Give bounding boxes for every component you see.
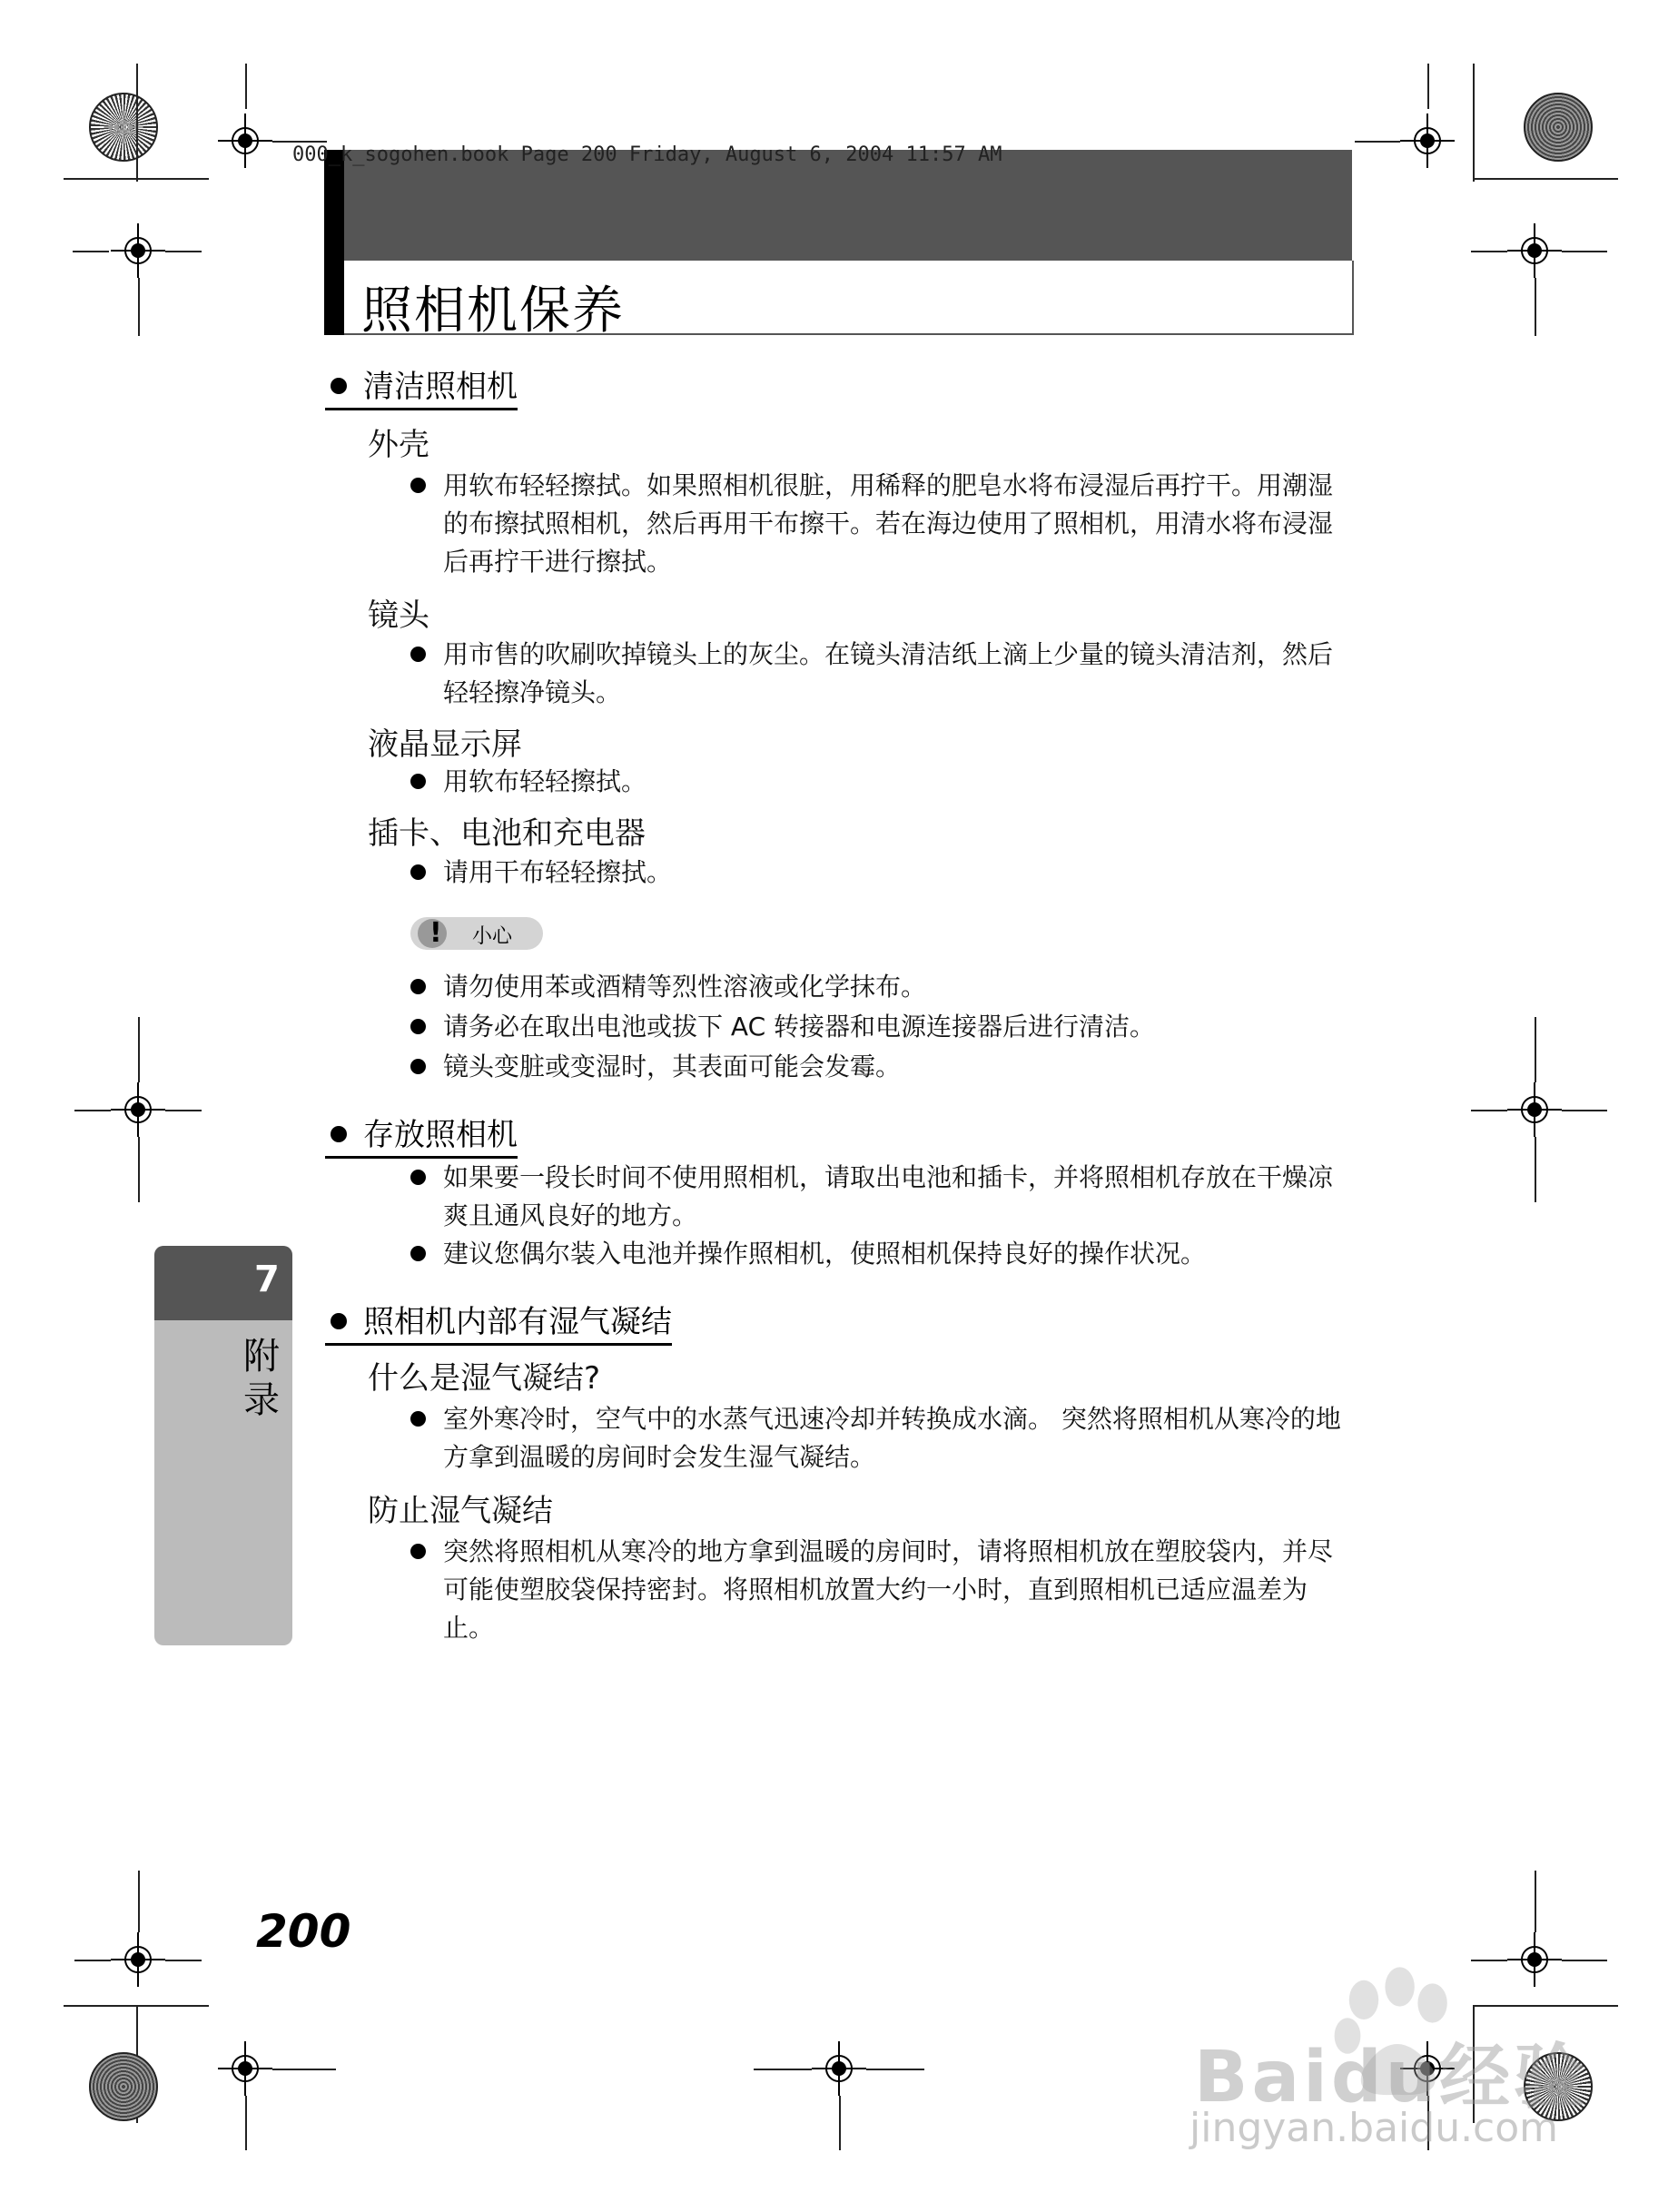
- bullet-dot-icon: [331, 1126, 347, 1142]
- list-item: 请务必在取出电池或拔下 AC 转接器和电源连接器后进行清洁。: [410, 1008, 1355, 1046]
- list-item: 突然将照相机从寒冷的地方拿到温暖的房间时，请将照相机放在塑胶袋内，并尽可能使塑胶袋保持密封。将照相机放置大约一小时，直到照相机已适应温差为止。: [410, 1533, 1355, 1647]
- bullet-dot-icon: [410, 864, 426, 880]
- bullet-dot-icon: [331, 1313, 347, 1329]
- bullet-dot-icon: [410, 647, 426, 662]
- section-heading-condensation: 照相机内部有湿气凝结: [325, 1297, 672, 1346]
- list-item: 如果要一段长时间不使用照相机，请取出电池和插卡，并将照相机存放在干燥凉爽且通风良好的地方。: [410, 1159, 1355, 1235]
- warning-icon: !: [418, 919, 447, 948]
- bullet-dot-icon: [410, 979, 426, 994]
- caution-label: 小心: [472, 925, 513, 948]
- sub-heading-lens: 镜头: [368, 597, 429, 634]
- title-band: [324, 150, 1352, 261]
- list-item: 用软布轻轻擦拭。: [410, 763, 1355, 801]
- crosshair-mark: [1507, 223, 1562, 278]
- list-item: 用软布轻轻擦拭。如果照相机很脏，用稀释的肥皂水将布浸湿后再拧干。用潮湿的布擦拭照相机，然后再用干布擦干。若在海边使用了照相机，用清水将布浸湿后再拧干进行擦拭。: [410, 467, 1355, 581]
- sub-heading-lcd: 液晶显示屏: [368, 726, 522, 763]
- chapter-number: 7: [254, 1259, 280, 1300]
- print-header-meta: 000_k_sogohen.book Page 200 Friday, August 6, 2004 11:57 AM: [292, 143, 1002, 166]
- list-item: 请勿使用苯或酒精等烈性溶液或化学抹布。: [410, 968, 1355, 1006]
- bullet-dot-icon: [410, 1019, 426, 1034]
- watermark-url: jingyan.baidu.com: [1189, 2105, 1559, 2151]
- crosshair-mark: [1400, 114, 1455, 168]
- watermark-logo-text: Baidu经验: [1194, 2037, 1589, 2118]
- page-title: 照相机保养: [361, 281, 625, 341]
- page-number: 200: [256, 1905, 351, 1958]
- bullet-dot-icon: [410, 1059, 426, 1074]
- sub-heading-what-is-condensation: 什么是湿气凝结?: [368, 1360, 601, 1397]
- title-accent-bar: [324, 150, 344, 335]
- list-item: 请用干布轻轻擦拭。: [410, 854, 1355, 892]
- color-wheel-mark: [89, 2052, 158, 2121]
- bullet-dot-icon: [331, 378, 347, 394]
- section-heading-storage: 存放照相机: [325, 1110, 518, 1159]
- crosshair-mark: [1507, 1932, 1562, 1987]
- sub-heading-prevent-condensation: 防止湿气凝结: [368, 1493, 553, 1529]
- bullet-dot-icon: [410, 1544, 426, 1559]
- list-item: 镜头变脏或变湿时，其表面可能会发霉。: [410, 1048, 1355, 1086]
- section-heading-cleaning: 清洁照相机: [325, 361, 518, 410]
- sub-heading-body: 外壳: [368, 427, 429, 463]
- list-item: 室外寒冷时，空气中的水蒸气迅速冷却并转换成水滴。 突然将照相机从寒冷的地方拿到温暖的房间时会发生湿气凝结。: [410, 1400, 1355, 1476]
- chapter-label: 附录: [243, 1336, 280, 1421]
- bullet-dot-icon: [410, 1246, 426, 1261]
- crosshair-mark: [218, 114, 272, 168]
- bullet-dot-icon: [410, 478, 426, 493]
- bullet-dot-icon: [410, 1170, 426, 1185]
- bullet-dot-icon: [410, 774, 426, 789]
- crosshair-mark: [812, 2041, 866, 2096]
- crosshair-mark: [111, 1082, 165, 1137]
- crosshair-mark: [1507, 1082, 1562, 1137]
- caution-badge: [410, 917, 543, 950]
- list-item: 用市售的吹刷吹掉镜头上的灰尘。在镜头清洁纸上滴上少量的镜头清洁剂，然后轻轻擦净镜头。: [410, 636, 1355, 712]
- sub-heading-card: 插卡、电池和充电器: [368, 815, 646, 852]
- list-item: 建议您偶尔装入电池并操作照相机，使照相机保持良好的操作状况。: [410, 1235, 1355, 1273]
- crosshair-mark: [111, 223, 165, 278]
- crosshair-mark: [218, 2041, 272, 2096]
- crosshair-mark: [111, 1932, 165, 1987]
- color-wheel-mark: [1524, 93, 1593, 162]
- color-wheel-mark: [89, 93, 158, 162]
- bullet-dot-icon: [410, 1411, 426, 1427]
